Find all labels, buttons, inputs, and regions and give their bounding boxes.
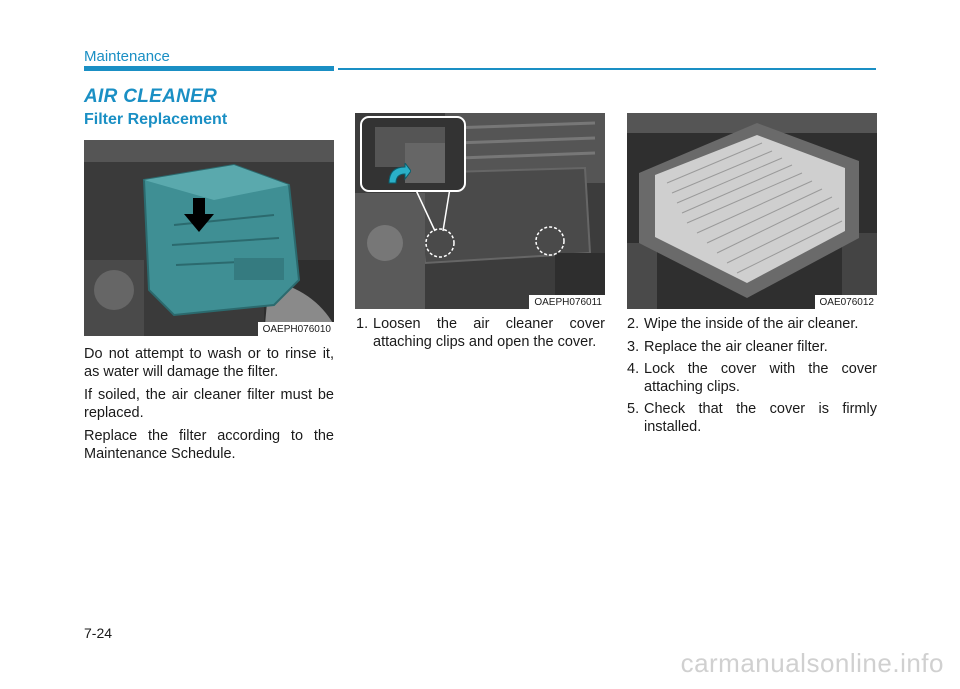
step-item	[627, 361, 877, 396]
step-item	[627, 339, 877, 357]
figure-cover-clips	[355, 113, 605, 309]
figure-caption: OAEPH076011	[529, 295, 605, 309]
step-number: 5.	[627, 401, 640, 417]
step-item	[356, 316, 605, 351]
cover-clips-illustration	[355, 113, 605, 309]
header-rule-thin	[338, 68, 876, 70]
column-1-text	[84, 346, 334, 469]
column-2-text	[356, 316, 605, 356]
figure-caption: OAE076012	[815, 295, 878, 309]
figure-caption: OAEPH076010	[258, 322, 334, 336]
figure-air-cleaner-cover	[84, 140, 334, 336]
page-subtitle: Filter Replacement	[84, 111, 228, 128]
watermark: carmanualsonline.info	[680, 648, 944, 678]
page-number: 7-24	[84, 625, 113, 641]
paragraph: Do not attempt to wash or to rinse it, as water will damage the filter.	[84, 346, 334, 380]
header-rule-thick	[84, 66, 334, 71]
step-text: Replace the air cleaner filter.	[644, 338, 828, 355]
step-text: Lock the cover with the cover attaching clips.	[644, 361, 877, 395]
paragraph: If soiled, the air cleaner filter must be replaced.	[84, 387, 334, 421]
page-title: AIR CLEANER	[84, 86, 218, 107]
engine-bay-illustration	[84, 140, 334, 336]
figure-air-filter	[627, 113, 877, 309]
step-text: Wipe the inside of the air cleaner.	[644, 316, 859, 332]
rotate-arrow-icon	[385, 163, 411, 189]
down-arrow-icon	[184, 198, 214, 232]
step-number: 3.	[627, 338, 640, 355]
step-item	[627, 401, 877, 436]
step-number: 2.	[627, 316, 640, 332]
air-filter-illustration	[627, 113, 877, 309]
step-text: Loosen the air cleaner cover attaching clips and open the cover.	[373, 316, 605, 350]
step-number: 1.	[356, 316, 369, 332]
step-number: 4.	[627, 361, 640, 377]
step-text: Check that the cover is firmly installed.	[644, 401, 877, 435]
column-3-text	[627, 316, 877, 441]
section-label: Maintenance	[84, 48, 170, 65]
step-item	[627, 316, 877, 334]
paragraph: Replace the filter according to the Maintenance Schedule.	[84, 428, 334, 462]
